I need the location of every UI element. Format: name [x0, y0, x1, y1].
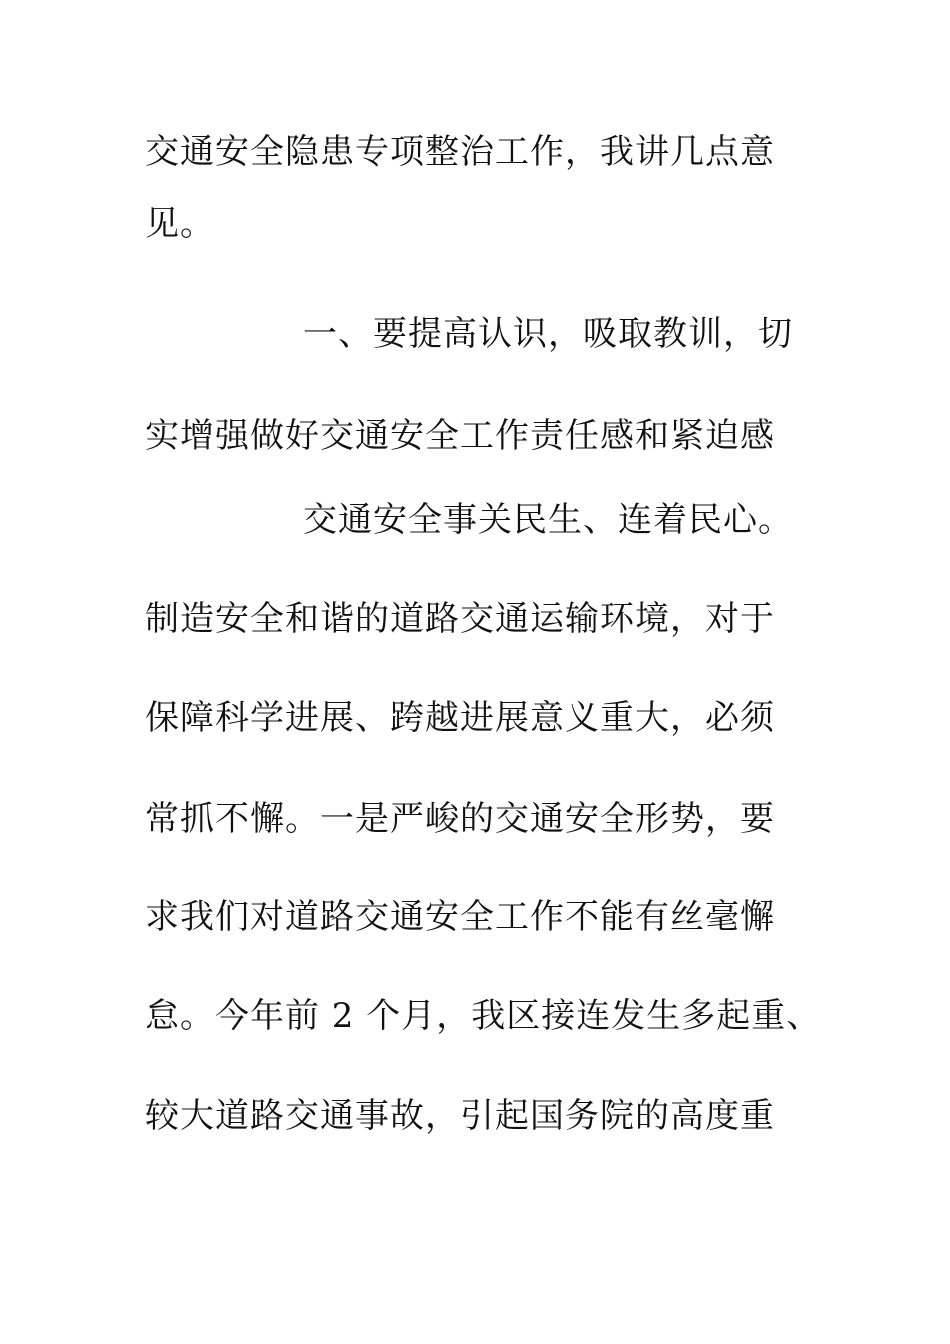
text-line: 交通安全隐患专项整治工作，我讲几点意	[145, 132, 775, 172]
text-line: 常抓不懈。一是严峻的交通安全形势，要	[145, 799, 775, 839]
text-line: 怠。今年前 2 个月，我区接连发生多起重、	[145, 996, 822, 1036]
text-line: 保障科学进展、跨越进展意义重大，必须	[145, 698, 775, 738]
text-line: 较大道路交通事故，引起国务院的高度重	[145, 1096, 775, 1136]
section-heading-line: 实增强做好交通安全工作责任感和紧迫感	[145, 416, 775, 456]
text-line: 求我们对道路交通安全工作不能有丝毫懈	[145, 897, 775, 937]
section-heading-line: 一、要提高认识，吸取教训，切	[303, 314, 793, 354]
paragraph-first-line: 交通安全事关民生、连着民心。	[303, 500, 793, 540]
text-line: 制造安全和谐的道路交通运输环境，对于	[145, 599, 775, 639]
text-line: 见。	[145, 204, 215, 244]
